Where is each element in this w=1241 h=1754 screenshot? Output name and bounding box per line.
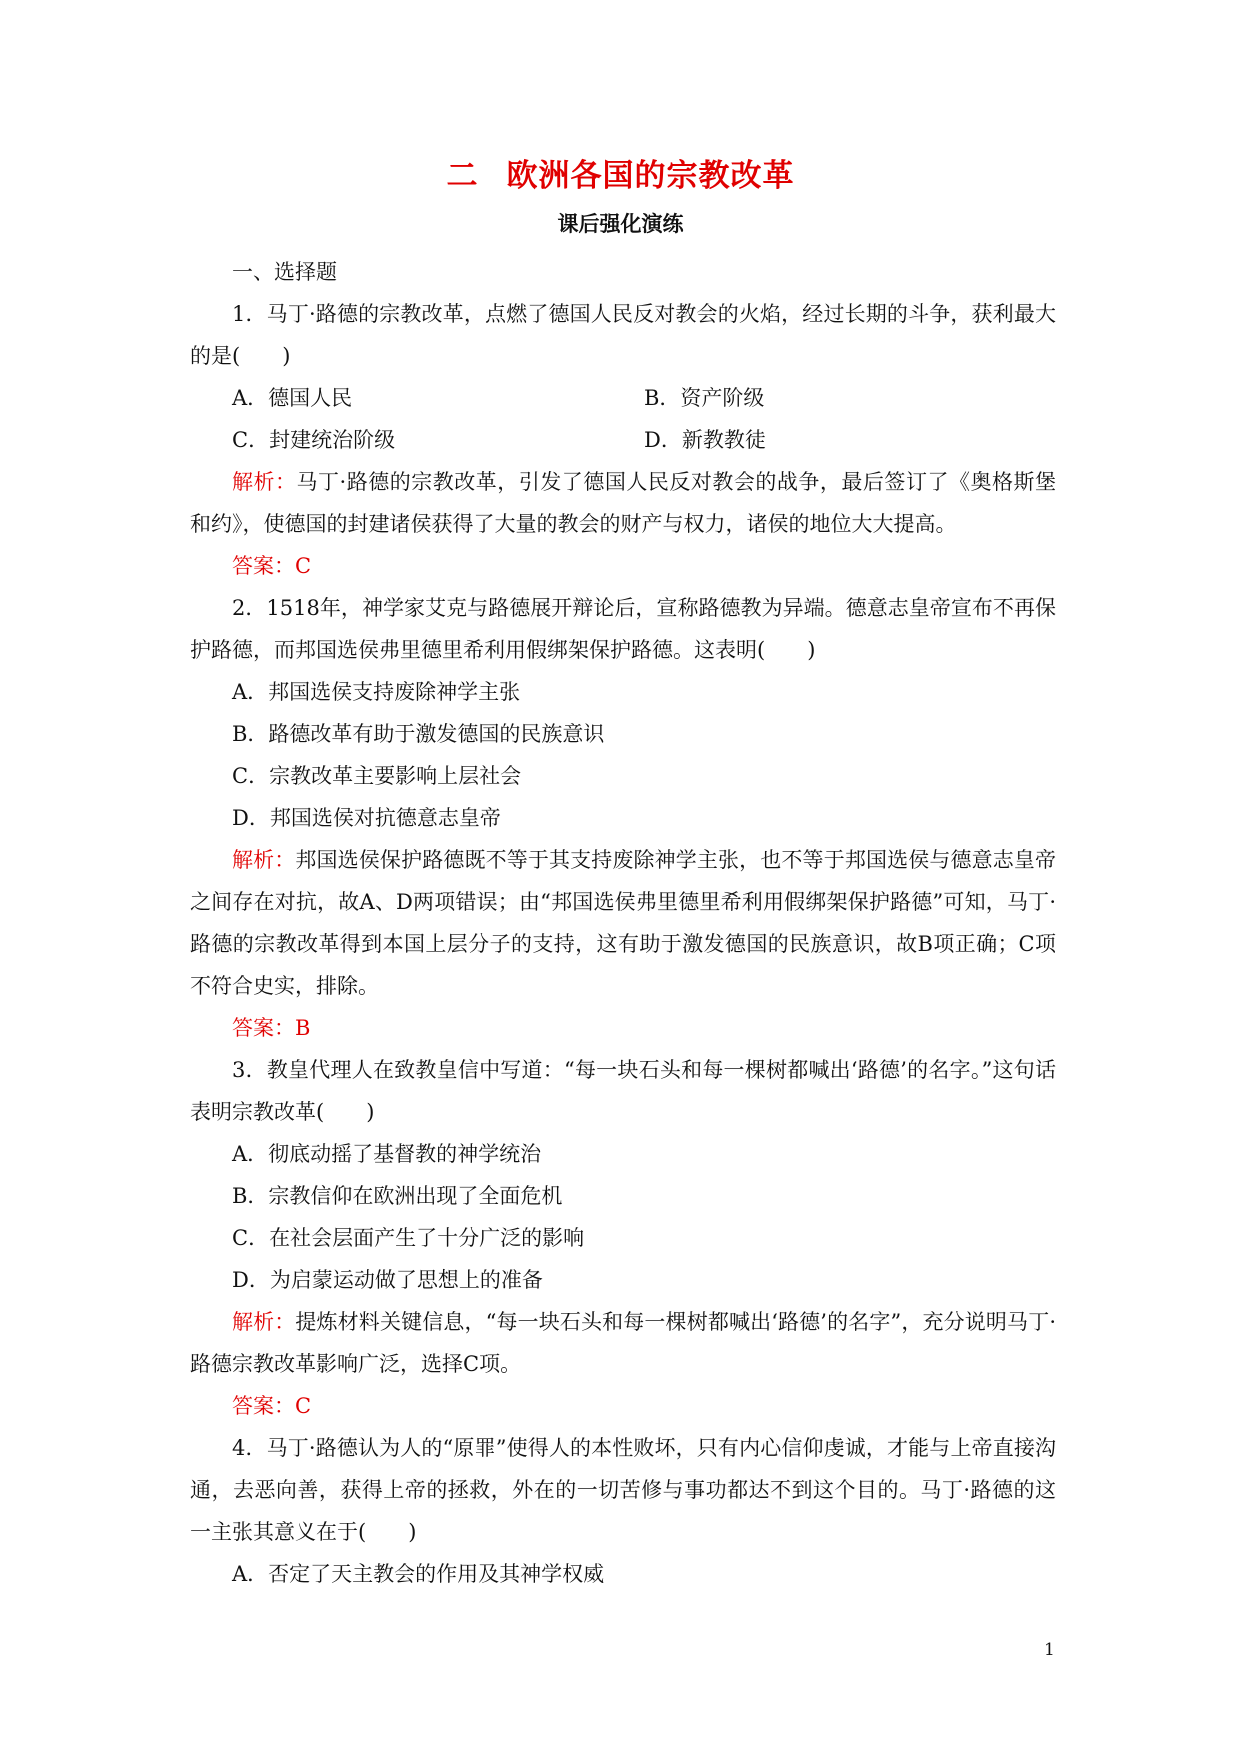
analysis-label: 解析： — [232, 848, 296, 872]
question-2-option-a: A．邦国选侯支持废除神学主张 — [232, 680, 521, 704]
question-4-stem: 4．马丁·路德认为人的“原罪”使得人的本性败坏，只有内心信仰虔诚，才能与上帝直接沟通，去恶向善，获得上帝的拯救，外在的一切苦修与事功都达不到这个目的。马丁·路德的这一主张其意义在于( ) — [190, 1436, 1056, 1544]
question-1-answer: 答案：C — [232, 554, 312, 578]
question-3-answer: 答案：C — [232, 1394, 312, 1418]
question-3-option-b: B．宗教信仰在欧洲出现了全面危机 — [232, 1184, 563, 1208]
page-number: 1 — [1044, 1640, 1055, 1660]
question-1-option-d: D．新教教徒 — [644, 428, 766, 452]
question-1-stem: 1．马丁·路德的宗教改革，点燃了德国人民反对教会的火焰，经过长期的斗争，获利最大的是( ) — [190, 302, 1056, 368]
question-1-option-b: B．资产阶级 — [644, 386, 765, 410]
question-2-stem: 2．1518年，神学家艾克与路德展开辩论后，宣称路德教为异端。德意志皇帝宣布不再保护路德，而邦国选侯弗里德里希利用假绑架保护路德。这表明( ) — [190, 596, 1056, 662]
question-2-option-d: D．邦国选侯对抗德意志皇帝 — [232, 806, 501, 830]
exercise-content — [190, 251, 1056, 1595]
question-3-option-a: A．彻底动摇了基督教的神学统治 — [232, 1142, 542, 1166]
question-1-analysis — [190, 461, 1056, 545]
page-subtitle: 课后强化演练 — [557, 211, 684, 236]
question-3-stem: 3．教皇代理人在致教皇信中写道：“每一块石头和每一棵树都喊出‘路德’的名字。”这句话表明宗教改革( ) — [190, 1058, 1056, 1124]
chapter-title: 欧洲各国的宗教改革 — [506, 158, 795, 194]
chapter-number: 二 — [446, 158, 479, 194]
page-title — [0, 150, 1241, 195]
question-1-options-row-1 — [190, 377, 1056, 419]
question-1-options-row-2 — [190, 419, 1056, 461]
question-4-option-a: A．否定了天主教会的作用及其神学权威 — [232, 1562, 605, 1586]
question-2-answer: 答案：B — [232, 1016, 311, 1040]
question-2-option-c: C．宗教改革主要影响上层社会 — [232, 764, 522, 788]
analysis-text: 提炼材料关键信息，“每一块石头和每一棵树都喊出‘路德’的名字”，充分说明马丁·路德宗教改革影响广泛，选择C项。 — [190, 1310, 1056, 1376]
question-3-option-c: C．在社会层面产生了十分广泛的影响 — [232, 1226, 585, 1250]
question-3-analysis — [190, 1301, 1056, 1385]
question-3-option-d: D．为启蒙运动做了思想上的准备 — [232, 1268, 543, 1292]
analysis-label: 解析： — [232, 1310, 296, 1334]
analysis-text: 邦国选侯保护路德既不等于其支持废除神学主张，也不等于邦国选侯与德意志皇帝之间存在对抗，故A、D两项错误；由“邦国选侯弗里德里希利用假绑架保护路德”可知，马丁·路德的宗教改革得到本国上层分子的支持，这有助于激发德国的民族意识，故B项正确；C项不符合史实，排除。 — [190, 848, 1057, 998]
section-heading: 一、选择题 — [232, 260, 337, 284]
question-2-option-b: B．路德改革有助于激发德国的民族意识 — [232, 722, 605, 746]
analysis-text: 马丁·路德的宗教改革，引发了德国人民反对教会的战争，最后签订了《奥格斯堡和约》，使德国的封建诸侯获得了大量的教会的财产与权力，诸侯的地位大大提高。 — [190, 470, 1056, 536]
question-1-option-a: A．德国人民 — [232, 386, 353, 410]
analysis-label: 解析： — [232, 470, 297, 494]
question-1-option-c: C．封建统治阶级 — [232, 428, 396, 452]
question-2-analysis — [190, 839, 1056, 1007]
